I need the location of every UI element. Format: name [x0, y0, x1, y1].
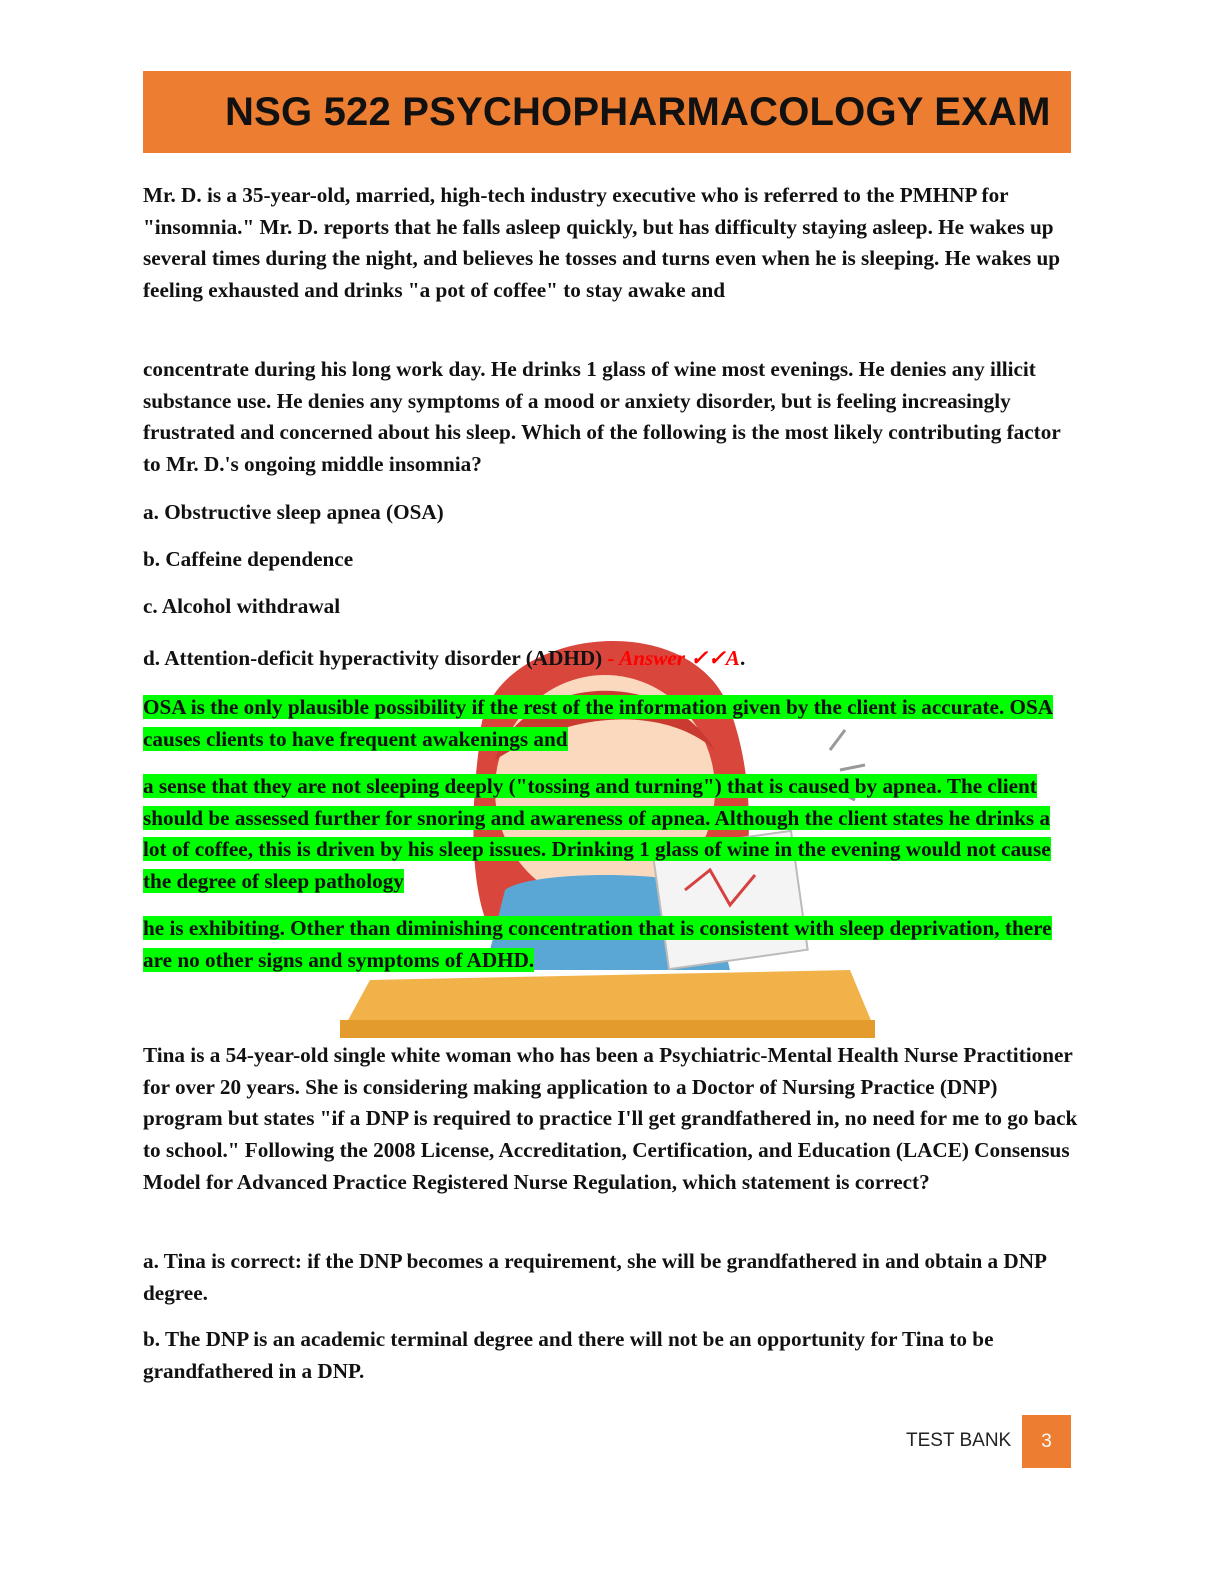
question2-option-b: b. The DNP is an academic terminal degree and there will not be an opportunity for Tina to be grandfathered in a DNP. — [143, 1327, 994, 1383]
question1-stem-part2: concentrate during his long work day. He drinks 1 glass of wine most evenings. He denies any illicit substance use. He denies any symptoms of a mood or anxiety disorder, but is feeling increasingly frustrated and concerned about his sleep. Which of the following is the most likely contributing factor to Mr. D.'s ongoing middle insomnia? — [143, 357, 1061, 477]
rationale-part2: a sense that they are not sleeping deeply ("tossing and turning") that is caused by apnea. The client should be assessed further for snoring and awareness of apnea. Although the client states he drinks a lot of coffee, this is driven by his sleep issues. Drinking 1 glass of wine in the evening would not cause the degree of sleep pathology — [143, 774, 1051, 894]
page-title: NSG 522 PSYCHOPHARMACOLOGY EXAM — [225, 90, 1051, 134]
question1-option-b: b. Caffeine dependence — [143, 547, 354, 571]
rationale-part3-paragraph — [143, 913, 1078, 976]
rationale-part1: OSA is the only plausible possibility if the rest of the information given by the client is accurate. OSA causes clients to have frequent awakenings and — [143, 695, 1054, 751]
footer-label: TEST BANK — [906, 1430, 1012, 1451]
question2-option-a: a. Tina is correct: if the DNP becomes a requirement, she will be grandfathered in and obtain a DNP degree. — [143, 1249, 1046, 1305]
question1-option-c: c. Alcohol withdrawal — [143, 594, 341, 618]
question1-option-a: a. Obstructive sleep apnea (OSA) — [143, 500, 444, 524]
question1-option-d-line — [143, 643, 1078, 675]
header-bar — [143, 71, 1071, 153]
rationale-part3: he is exhibiting. Other than diminishing concentration that is consistent with sleep deprivation, there are no other signs and symptoms of ADHD. — [143, 916, 1052, 972]
answer-label: - Answer ✓✓A — [602, 646, 740, 670]
page-number: 3 — [1022, 1415, 1071, 1468]
question1-stem-part1: Mr. D. is a 35-year-old, married, high-tech industry executive who is referred to the PMHNP for "insomnia." Mr. D. reports that he falls asleep quickly, but has difficulty staying asleep. He wakes up several times during the night, and believes he tosses and turns even when he is sleeping. He wakes up feeling exhausted and drinks "a pot of coffee" to stay awake and — [143, 183, 1061, 303]
answer-end: . — [739, 646, 746, 670]
rationale-part1-paragraph — [143, 692, 1078, 755]
question1-option-d: d. Attention-deficit hyperactivity disorder (ADHD) — [143, 646, 603, 670]
question2-stem: Tina is a 54-year-old single white woman who has been a Psychiatric-Mental Health Nurse Practitioner for over 20 years. She is considering making application to a Doctor of Nursing Practice (DNP) program but states "if a DNP is required to practice I'll get grandfathered in, no need for me to go back to school." Following the 2008 License, Accreditation, Certification, and Education (LACE) Consensus Model for Advanced Practice Registered Nurse Regulation, which statement is correct? — [143, 1043, 1078, 1194]
rationale-part2-paragraph — [143, 771, 1078, 898]
